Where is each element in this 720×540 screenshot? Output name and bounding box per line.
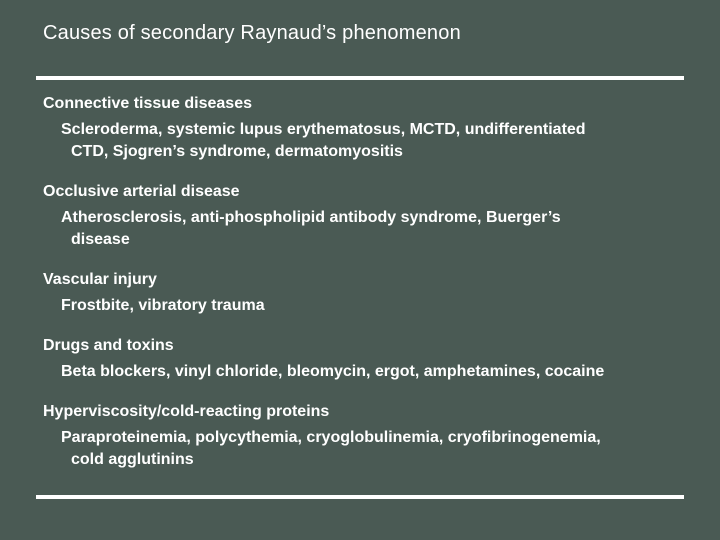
section-heading-occlusive-arterial: Occlusive arterial disease	[43, 183, 240, 200]
detail-line: Frostbite, vibratory trauma	[61, 297, 265, 314]
detail-line-continued: disease	[71, 231, 130, 248]
section-heading-drugs-toxins: Drugs and toxins	[43, 337, 174, 354]
section-detail-drugs-toxins	[61, 361, 604, 383]
detail-line: Scleroderma, systemic lupus erythematosus, MCTD, undifferentiated	[61, 121, 586, 138]
section-detail-hyperviscosity	[61, 427, 601, 471]
detail-line-continued: cold agglutinins	[71, 451, 194, 468]
section-heading-hyperviscosity: Hyperviscosity/cold-reacting proteins	[43, 403, 330, 420]
slide-title: Causes of secondary Raynaud’s phenomenon	[43, 22, 461, 44]
section-heading-vascular-injury: Vascular injury	[43, 271, 157, 288]
section-heading-connective-tissue: Connective tissue diseases	[43, 95, 252, 112]
detail-line-continued: CTD, Sjogren’s syndrome, dermatomyositis	[71, 143, 403, 160]
detail-line: Beta blockers, vinyl chloride, bleomycin, ergot, amphetamines, cocaine	[61, 363, 605, 380]
detail-line: Paraproteinemia, polycythemia, cryoglobulinemia, cryofibrinogenemia,	[61, 429, 601, 446]
section-detail-connective-tissue	[61, 119, 586, 163]
section-detail-vascular-injury	[61, 295, 265, 317]
top-divider	[36, 76, 684, 80]
bottom-divider	[36, 495, 684, 499]
section-detail-occlusive-arterial	[61, 207, 561, 251]
detail-line: Atherosclerosis, anti-phospholipid antibody syndrome, Buerger’s	[61, 209, 561, 226]
